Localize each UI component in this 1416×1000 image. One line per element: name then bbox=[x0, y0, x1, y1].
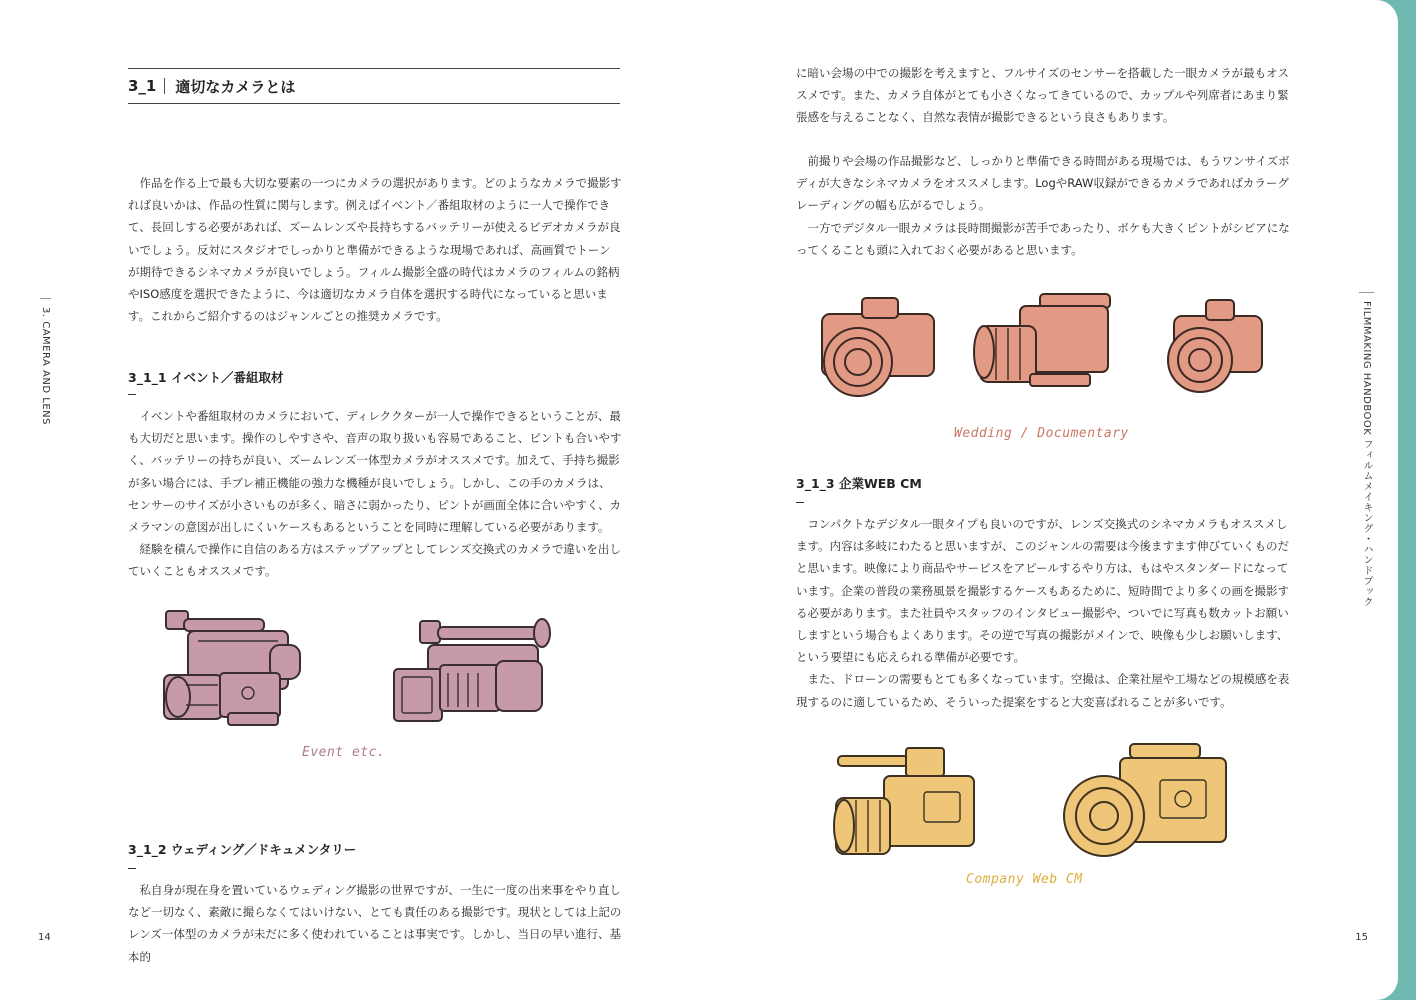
section-title-text: 適切なカメラとは bbox=[175, 77, 296, 96]
cinema-paragraph-1: 前撮りや会場の作品撮影など、しっかりと準備できる時間がある現場では、もうワンサイズボディが大きなシネマカメラをオススメします。LogやRAW収録ができるカメラであればカラーグレーディングの幅も広がるでしょう。 bbox=[796, 154, 1290, 213]
company-paragraph-1: コンパクトなデジタル一眼タイプも良いのですが、レンズ交換式のシネマカメラもオススメします。内容は多岐にわたると思いますが、このジャンルの需要は今後ますます伸びていくものだと思います。映像により商品やサービスをアピールするやり方は、もはやスタンダードになっています。企業の普段の業務風景を撮影するケースもあるために、短時間でより多くの画を撮影する必要があります。また社員やスタッフのインタビュー撮影や、ついでに写真も数カットお願いしますという場合もよくあります。その逆で写真の撮影がメインで、映像も少しお願いします、という要望にも応えられる準備が必要です。 bbox=[796, 517, 1290, 665]
subheading-wedding: 3_1_2 ウェディング／ドキュメンタリー bbox=[128, 842, 357, 857]
wedding-paragraph-1: 私自身が現在身を置いているウェディング撮影の世界ですが、一生に一度の出来事をやり直しなど一切なく、素敵に撮らなくてはいけない、とても責任のある撮影です。現状としては上記のレンズ一体型のカメラが未だに多く使われていることは事実です。しかし、当日の早い進行、基本的 bbox=[128, 883, 622, 964]
cinema-camera-illustration bbox=[970, 290, 1120, 400]
wedding-text bbox=[128, 879, 622, 968]
continued-text bbox=[796, 62, 1296, 129]
heading-dash bbox=[796, 502, 804, 503]
dslr-illustration-2 bbox=[1160, 294, 1270, 402]
caption-event: Event etc. bbox=[302, 745, 386, 760]
company-text bbox=[796, 513, 1296, 713]
cinema-rig-illustration-2 bbox=[1056, 740, 1236, 860]
page-number-right: 15 bbox=[1355, 932, 1368, 943]
cinema-text bbox=[796, 150, 1296, 261]
dslr-illustration-1 bbox=[814, 292, 940, 402]
subheading-event: 3_1_1 イベント／番組取材 bbox=[128, 370, 284, 385]
caption-company: Company Web CM bbox=[966, 872, 1083, 887]
heading-dash bbox=[128, 394, 136, 395]
event-text bbox=[128, 405, 622, 583]
company-paragraph-2: また、ドローンの需要もとても多くなっています。空撮は、企業社屋や工場などの規模感を表現するのに適しているため、そういった提案をすると大変喜ばれることが多いです。 bbox=[796, 672, 1290, 709]
section-title bbox=[128, 68, 620, 104]
subheading-company: 3_1_3 企業WEB CM bbox=[796, 476, 922, 491]
right-page bbox=[708, 0, 1398, 1000]
section-number: 3_1 bbox=[128, 77, 157, 95]
event-paragraph-1: イベントや番組取材のカメラにおいて、ディレククターが一人で操作できるということが、最も大切だと思います。操作のしやすさや、音声の取り扱いも容易であること、ピントも合いやすく、バッテリーの持ちが良い、ズームレンズ一体型カメラがオススメです。加えて、手持ち撮影が多い場合には、手ブレ補正機能の強力な機種が良いでしょう。しかし、この手のカメラは、センサーのサイズが小さいものが多く、暗さに弱かったり、ピントが画面全体に合いやすく、カメラマンの意図が出しにくいケースもあるということを同時に理解している必要があります。 bbox=[128, 409, 622, 535]
camcorder-illustration-2 bbox=[392, 615, 557, 730]
heading-dash bbox=[128, 868, 136, 869]
page-number-left: 14 bbox=[38, 932, 51, 943]
title-divider bbox=[164, 78, 165, 94]
book-side-label: FILMMAKING HANDBOOK フィルムメイキング・ハンドブック bbox=[1359, 292, 1374, 607]
event-paragraph-2: 経験を積んで操作に自信のある方はステップアップとしてレンズ交換式のカメラで違いを出していくこともオススメです。 bbox=[128, 542, 621, 579]
camcorder-illustration-1 bbox=[158, 605, 308, 735]
caption-wedding: Wedding / Documentary bbox=[954, 426, 1129, 441]
cinema-paragraph-2: 一方でデジタル一眼カメラは長時間撮影が苦手であったり、ボケも大きくピントがシビアになってくることも頭に入れておく必要があると思います。 bbox=[796, 220, 1290, 257]
continued-paragraph: に暗い会場の中での撮影を考えますと、フルサイズのセンサーを搭載した一眼カメラが最もオススメです。また、カメラ自体がとても小さくなってきているので、カップルや列席者にあまり緊張感を与えることなく、自然な表情が撮影できるという良さもあります。 bbox=[796, 66, 1289, 125]
intro-text bbox=[128, 172, 622, 327]
intro-paragraph: 作品を作る上で最も大切な要素の一つにカメラの選択があります。どのようなカメラで撮影すれば良いかは、作品の性質に関与します。例えばイベント／番組取材のように一人で操作できて、長回しする必要があれば、ズームレンズや長持ちするバッテリーが使えるビデオカメラが良いでしょう。反対にスタジオでしっかりと準備ができるような現場であれば、高画質でトーンが期待できるシネマカメラが良いでしょう。フィルム撮影全盛の時代はカメラのフィルムの銘柄やISO感度を選択できたように、今は適切なカメラ自体を選択する時代になっていると思います。これからご紹介するのはジャンルごとの推奨カメラです。 bbox=[128, 176, 622, 324]
cinema-rig-illustration-1 bbox=[834, 742, 984, 862]
chapter-side-label: 3. CAMERA AND LENS bbox=[40, 298, 51, 425]
